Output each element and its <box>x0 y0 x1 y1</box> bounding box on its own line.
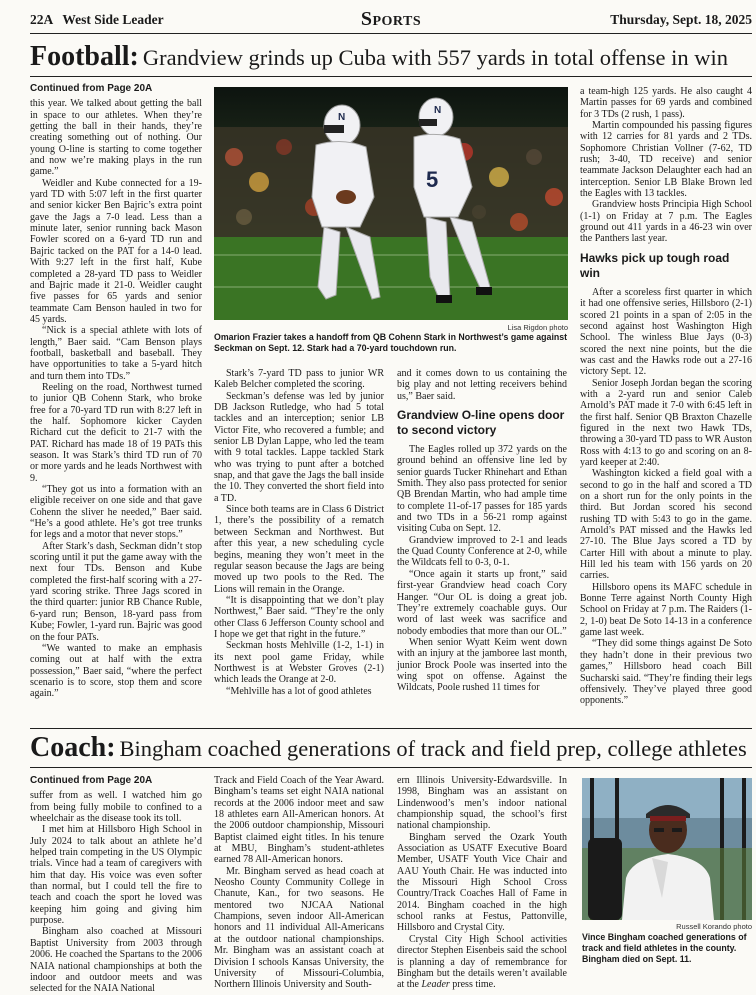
paragraph: Since both teams are in Class 6 District 1, there’s the possibility of a rematch between Seckman and Northwest. But after this year, a new scheduling cycle begins, meaning they won’t meet in the regular season because the Jags are being moved up two pools to the Red. The Lions will remain in the Orange. <box>214 504 384 595</box>
coach-headline-rule <box>30 767 752 768</box>
paragraph: “It is disappointing that we don’t play Northwest,” Baer said. “They’re the only other Class 6 Jefferson County school and I hope we get that right in the future.” <box>214 594 384 640</box>
helmet-letter-left: N <box>338 112 346 123</box>
newspaper-name: Leader <box>421 979 450 991</box>
coach-continued-label: Continued from Page 20A <box>30 775 153 786</box>
issue-date: Thursday, Sept. 18, 2025 <box>610 12 752 27</box>
coach-headline <box>30 734 752 762</box>
coach-column-3 <box>397 775 567 991</box>
paragraph: Track and Field Coach of the Year Award. Bingham’s teams set eight NAIA national records at the 2006 indoor meet and saw 18 athletes earn All-American honors. At the 2006 outdoor championship, Missouri Baptist claimed eight titles. In his tenure at MBU, Bingham’s student-athletes earned 78 All-American honors. <box>214 775 384 866</box>
subhead-hawks: Hawks pick up tough road win <box>580 250 730 280</box>
jersey-number: 5 <box>426 167 439 192</box>
subhead-grandview-oline: Grandview O-line opens door to second victory <box>397 408 565 438</box>
helmet-letter-right: N <box>434 105 442 116</box>
football-photo-graphic <box>214 87 568 320</box>
coach-photo-credit: Russell Korando photo <box>676 922 752 931</box>
paragraph: Martin compounded his passing figures with 12 carries for 81 yards and 2 TDs. Sophomore Christian Vollner (7-62, TD rush; 3-40, TD receive) and senior teammate Jackson Delaughter each had an interception. Senior LB Blake Brown led the Eagles with 13 tackles. <box>580 120 752 200</box>
football-action-photo <box>214 87 568 320</box>
paragraph: “Mehlville has a lot of good athletes <box>226 685 372 697</box>
paragraph: After a scoreless first quarter in which it had one offensive series, Hillsboro (2-1) scored 21 points in a span of 2:05 in the second against host Washington High School. The winless Blue Jays (0-3) scored the next nine points, but the die was cast and the Hawks rode out a 27-16 victory Sept. 12. <box>580 286 752 378</box>
coach-photo-graphic <box>582 778 752 920</box>
paragraph: “Nick is a special athlete with lots of length,” Baer said. “Cam Benson plays football, basketball and baseball. They have opportunities to take a 5-yard hitch and turn them into TDs.” <box>30 325 202 382</box>
football-column-2 <box>214 368 384 700</box>
paragraph: I met him at Hillsboro High School in July 2024 to talk about an athlete he’d helped train competing in the US Olympic trials. Vince had a team of caregivers with him that day. His voice was even softer than normal, but I could tell the fire to teach and coach the sport he loved was keeping him going and giving him purpose. <box>30 824 202 927</box>
football-column-1 <box>30 83 202 699</box>
paragraph: Hillsboro opens its MAFC schedule in Bonne Terre against North County High School on Friday at 7 p.m. The Raiders (1-2, 1-0) beat De Soto 14-13 in a conference game last week. <box>580 581 752 639</box>
coach-column-2 <box>214 775 384 991</box>
paragraph: Senior Joseph Jordan began the scoring with a 2-yard run and senior Caleb Arnold’s PAT made it 7-0 with 6:45 left in the first half. Senior QB Braxton Chazelle figured in the next two Hawk TDs, throwing a 30-yard TD pass to WR Auston Ross with 4:13 to go and scoring on an 8-yard keeper at 2:40. <box>580 377 752 468</box>
paragraph: Reeling on the road, Northwest turned to junior QB Cohenn Stark, who broke free for a 70-yard TD run with 8:27 left in the half. Sophomore kicker Cayden Richard cut the deficit to 21-7 with the PAT. Richard has made 18 of 19 PATs this season. It was Stark’s third TD run of 70 or more yards and he leads Northwest with 9. <box>30 381 202 484</box>
paragraph: The Eagles rolled up 372 yards on the ground behind an offensive line led by senior guards Tucker Rhinehart and Ethan Smith. They also pass protected for senior QB Brendan Martin, who had ample time to complete 11-of-17 passes for 185 yards and two TDs in a 56-21 romp against visiting Cuba on Sept. 12. <box>397 444 567 535</box>
paragraph: Grandview hosts Principia High School (1-1) on Friday at 7 p.m. The Eagles ground out 411 yards in a 46-23 win over the Panthers last year. <box>580 199 752 245</box>
paragraph: Bingham served the Ozark Youth Association as USATF Executive Board Member, USATF Youth Vice Chair and AAU Youth Chair. He was inducted into the Missouri High School Cross Country/Track Coaches Hall of Fame in 2014. Bingham coached in the high school ranks at Festus, Pattonville, Hillsboro and Crystal City. <box>397 831 567 934</box>
paragraph: Grandview improved to 2-1 and leads the Quad County Conference at 2-0, while the Wildcats fell to 0-3, 0-1. <box>397 534 567 569</box>
football-photo-credit: Lisa Rigdon photo <box>507 323 568 332</box>
paragraph: Seckman hosts Mehlville (1-2, 1-1) in its next pool game Friday, while Northwest is at Webster Groves (2-1) which leads the Orange at 2-0. <box>214 640 384 686</box>
paragraph: and it comes down to us containing the big play and not letting receivers behind us,” Baer said. <box>397 368 567 402</box>
text-run: Crystal City High School activities director Stephen Eisenbeis said the school is planning a day of remembrance for Bingham but the details weren’t available at the <box>397 933 567 991</box>
football-title: Grandview grinds up Cuba with 557 yards in total offense in win <box>142 45 729 70</box>
paragraph: Mr. Bingham served as head coach at Neosho County Community College in Chanute, Kan., for two seasons. He mentored two NJCAA National Champions, seven indoor All-American honors and 11 individual All-Americans at the outdoor national championships. Mr. Bingham was an assistant coach at Division I schools Kansas University, the University of Missouri-Columbia, Northern Illinois University and South- <box>214 865 384 991</box>
paragraph: “They did some things against De Soto they hadn’t done in their previous two games,” Hillsboro head coach Bill Sucharski said. “They’re finding their legs offensively. They’ve played three good opponents.” <box>580 638 752 707</box>
coach-top-rule <box>30 728 752 729</box>
paragraph: Weidler and Kube connected for a 19-yard TD with 5:07 left in the first quarter and senior kicker Ben Bajric’s extra point gave the Jags a 7-0 lead. Less than a minute later, senior running back Mason Fowler scored on a 6-yard TD run and Bajric tacked on the PAT for a 14-0 lead. With 9:27 left in the first half, Kube completed a 28-yard TD pass to Weidler and Bajric made it 21-0. Weidler caught five passes for 65 yards and senior teammate Cam Benson hauled in two for 45 yards. <box>30 177 202 325</box>
football-photo-caption: Omarion Frazier takes a handoff from QB Cohenn Stark in Northwest’s game against Seckman on Sept. 12. Stark had a 70-yard touchdown run. <box>214 332 568 353</box>
paragraph: When senior Wyatt Keim went down with an injury at the jamboree last month, junior Brock Poole was inserted into the wing spot on offense. Against the Wildcats, Poole rushed 11 times for <box>397 636 567 694</box>
section-title: Sports <box>360 8 422 30</box>
paragraph: suffer from as well. I watched him go from being fully mobile to confined to a wheelchair as the disease took its toll. <box>30 790 202 825</box>
paragraph: ern Illinois University-Edwardsville. In 1998, Bingham was an assistant on Lindenwood’s men’s indoor national championship squad, the school’s first national championship. <box>397 775 567 832</box>
paragraph: Seckman’s defense was led by junior DB Jackson Rutledge, who had 5 total tackles and an interception; senior LB Victor Fite, who recovered a fumble; and senior LB Dylan Lappe, who led the team with 9 total tackles. Lappe tackled Stark who was trying to punt after a botched snap, and that gave the Jags the ball inside the 10. They converted the short field into a TD. <box>214 390 384 504</box>
paragraph: “They got us into a formation with an eligible receiver on one side and that gave Cohenn the sliver he needed,” Baer said. “He’s a good athlete. He’s got tree trunks for legs and a motor that never stops.” <box>30 484 202 541</box>
coach-portrait-photo <box>582 778 752 920</box>
paragraph: this year. We talked about getting the ball in space to our athletes. When they’re getting the ball in their hands, they’re creating something out of nothing. Our young O-line is starting to come together and now we’re making plays in the run game.” <box>30 98 202 178</box>
paragraph: Stark’s 7-yard TD pass to junior WR Kaleb Belcher completed the scoring. <box>214 368 384 391</box>
football-headline-rule <box>30 76 752 77</box>
football-continued-label: Continued from Page 20A <box>30 83 153 94</box>
paragraph: Washington kicked a field goal with a second to go in the half and scored a TD on a short run for the only points in the third. But Jordan scored his second rushing TD with 5:43 to go in the game. Arnold’s PAT missed and the Hawks led 27-10. The Blue Jays scored a TD by Carter Hill with about a minute to play. Hill led his team with 156 yards on 20 carries. <box>580 468 752 582</box>
page-folio: 22A West Side Leader <box>30 12 164 27</box>
coach-title: Bingham coached generations of track and field prep, college athletes <box>119 736 747 761</box>
paragraph: “We wanted to make an emphasis coming out at half with the extra possession,” Baer said, “where the perfect scenario is to score, stop them and score again.” <box>30 642 202 700</box>
paragraph <box>397 934 567 991</box>
paragraph: “Once again it starts up front,” said first-year Grandview head coach Cory Hanger. “Our OL is doing a great job. They’re extremely coachable guys. Our word of last week was sacrifice and nobody embodies that more than our OL.” <box>397 568 567 637</box>
paragraph: a team-high 125 yards. He also caught 4 Martin passes for 69 yards and combined for 3 TDs (2 rush, 1 pass). <box>580 86 752 120</box>
football-kicker: Football: <box>30 41 139 72</box>
paragraph: Bingham also coached at Missouri Baptist University from 2003 through 2006. He coached the Spartans to the 2006 NAIA national championships at both the indoor and outdoor meets and was selected for the NAIA National <box>30 926 202 995</box>
page-header <box>30 8 752 34</box>
football-headline <box>30 43 752 71</box>
football-column-4 <box>580 86 752 707</box>
text-run: press time. <box>449 979 496 991</box>
coach-column-1 <box>30 775 202 995</box>
coach-photo-caption: Vince Bingham coached generations of track and field athletes in the county. Bingham died on Sept. 11. <box>582 932 747 964</box>
coach-kicker: Coach: <box>30 732 116 763</box>
football-column-3 <box>397 368 567 700</box>
paragraph: After Stark’s dash, Seckman didn’t stop scoring until it put the game away with the next four TDs. Benson and Kube completed the first-half scoring with a 27-yard scoring strike. Three Jags scored in the third quarter: junior RB Chance Ruble, 6-yard run; Benson, 18-yard pass from Kube; Fowler, 1-yard run. Bajric was good on the four PATs. <box>30 540 202 643</box>
